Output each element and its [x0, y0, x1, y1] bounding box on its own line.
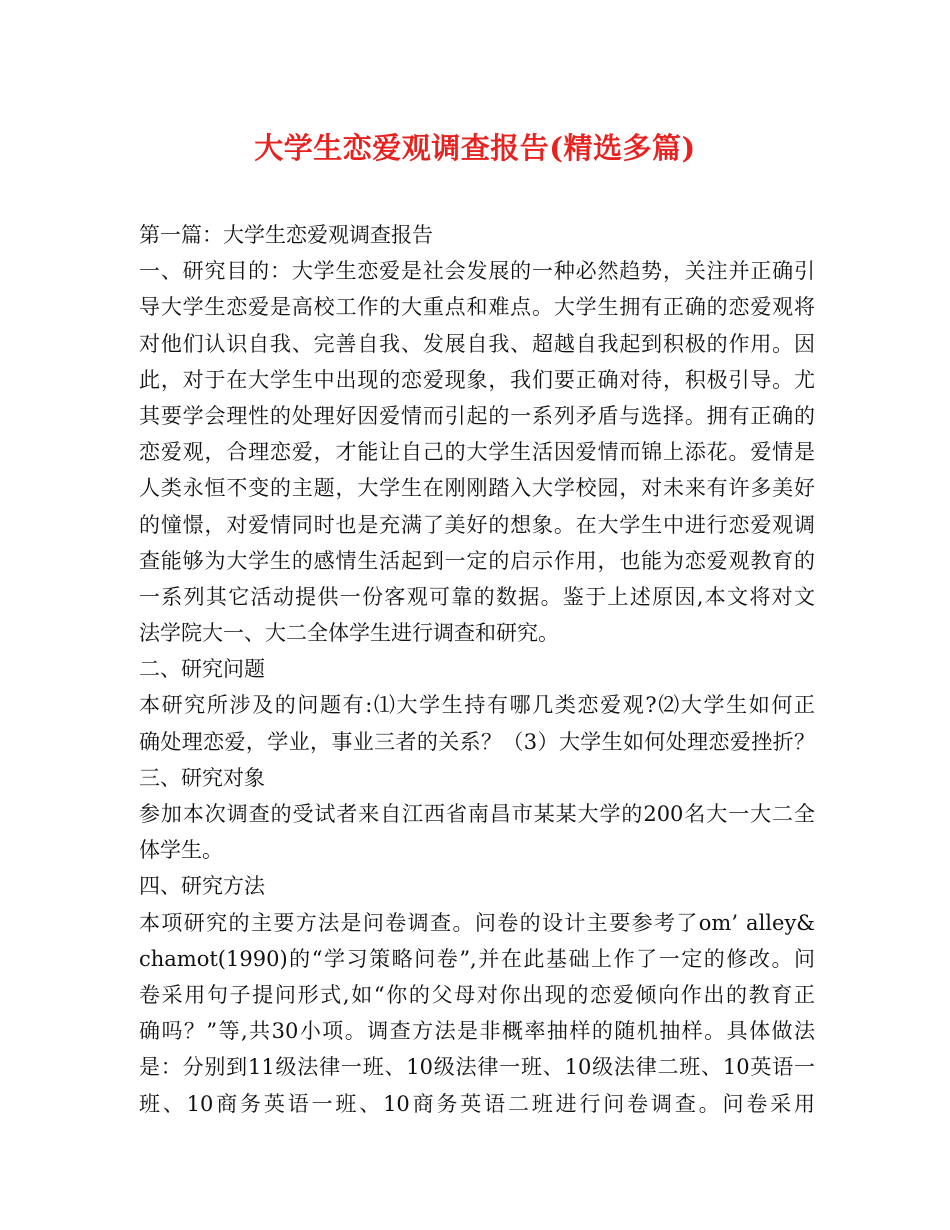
body-line: 查能够为大学生的感情生活起到一定的启示作用，也能为恋爱观教育的: [139, 548, 815, 573]
body-line: 人类永恒不变的主题，大学生在刚刚踏入大学校园，对未来有许多美好: [139, 476, 815, 501]
body-line: 本研究所涉及的问题有:⑴大学生持有哪几类恋爱观?⑵大学生如何正: [139, 693, 815, 718]
body-line: 是：分别到11级法律一班、10级法律一班、10级法律二班、10英语一: [139, 1055, 815, 1080]
body-line: 一、研究目的：大学生恋爱是社会发展的一种必然趋势，关注并正确引: [139, 259, 815, 284]
body-line: 卷采用句子提问形式,如“你的父母对你出现的恋爱倾向作出的教育正: [139, 982, 815, 1007]
body-line: 法学院大一、大二全体学生进行调查和研究。: [139, 621, 559, 646]
document-body: [139, 217, 815, 1122]
body-line: 对他们认识自我、完善自我、发展自我、超越自我起到积极的作用。因: [139, 331, 815, 356]
body-line: 恋爱观，合理恋爱，才能让自己的大学生活因爱情而锦上添花。爱情是: [139, 440, 815, 465]
body-line: 确吗？”等,共30小项。调查方法是非概率抽样的随机抽样。具体做法: [139, 1019, 815, 1044]
body-line: 参加本次调查的受试者来自江西省南昌市某某大学的200名大一大二全: [139, 802, 815, 826]
body-line: 第一篇：大学生恋爱观调查报告: [139, 223, 433, 247]
body-line: 的憧憬，对爱情同时也是充满了美好的想象。在大学生中进行恋爱观调: [139, 512, 815, 537]
body-line: 一系列其它活动提供一份客观可靠的数据。鉴于上述原因,本文将对文: [139, 584, 815, 609]
body-line: 体学生。: [139, 838, 223, 863]
body-line: 确处理恋爱，学业，事业三者的关系？（3）大学生如何处理恋爱挫折？: [139, 729, 815, 754]
body-line: 其要学会理性的处理好因爱情而引起的一系列矛盾与选择。拥有正确的: [139, 403, 815, 428]
body-line: 二、研究问题: [139, 657, 265, 682]
body-line: 此，对于在大学生中出现的恋爱现象，我们要正确对待，积极引导。尤: [139, 367, 815, 392]
body-line: 本项研究的主要方法是问卷调查。问卷的设计主要参考了om’ alley&: [139, 910, 815, 935]
body-line: 导大学生恋爱是高校工作的大重点和难点。大学生拥有正确的恋爱观将: [139, 295, 815, 320]
body-line: 班、10商务英语一班、10商务英语二班进行问卷调查。问卷采用: [139, 1091, 815, 1116]
body-line: 三、研究对象: [139, 765, 265, 790]
body-line: chamot(1990)的“学习策略问卷”,并在此基础上作了一定的修改。问: [139, 946, 815, 971]
body-line: 四、研究方法: [139, 874, 265, 899]
document-title: 大学生恋爱观调查报告(精选多篇): [254, 131, 696, 165]
